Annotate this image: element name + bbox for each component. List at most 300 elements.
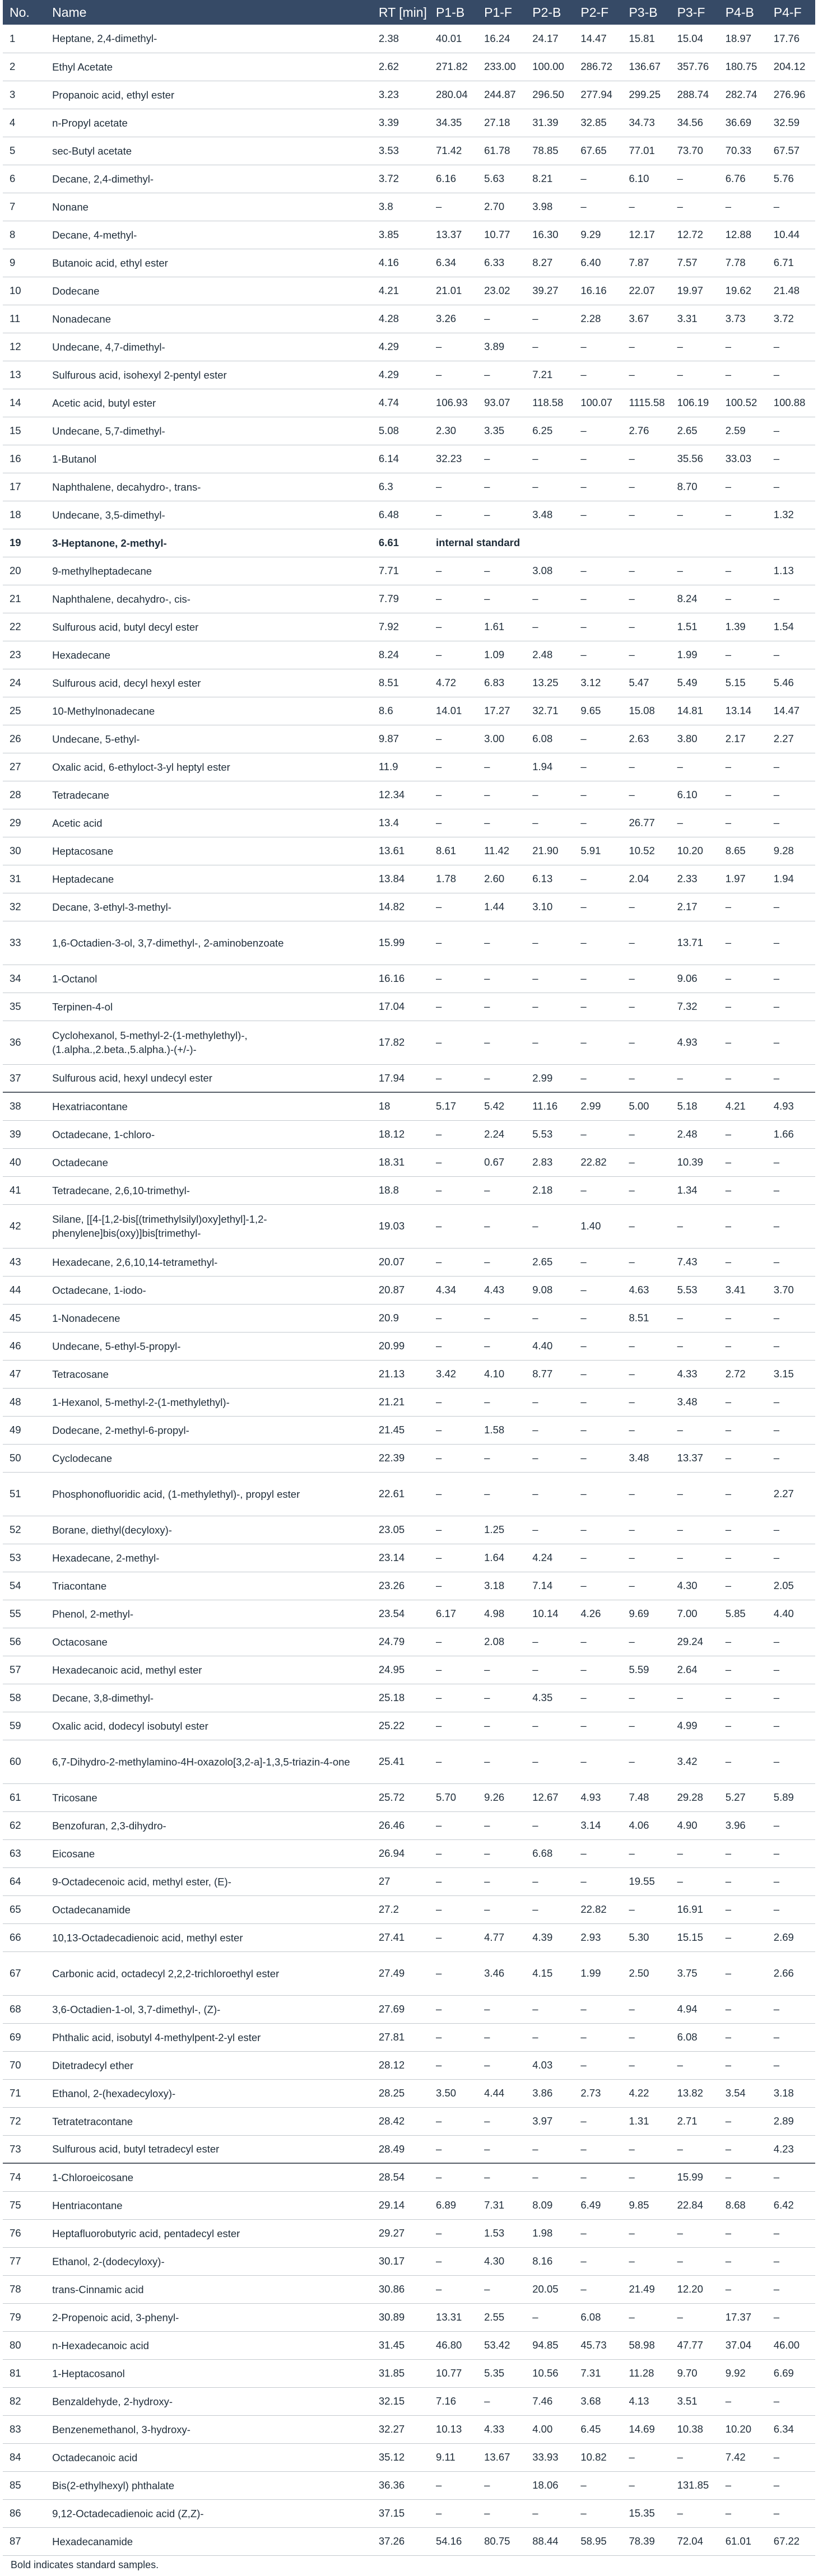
sample-value: 4.30 — [671, 1572, 719, 1600]
table-row — [3, 1923, 815, 1951]
table-row — [3, 109, 815, 137]
sample-value: – — [574, 1332, 622, 1360]
table-row — [3, 2191, 815, 2219]
retention-time: 24.95 — [372, 1656, 429, 1684]
sample-value: – — [574, 1712, 622, 1740]
sample-value: – — [719, 2387, 767, 2415]
sample-value: 5.49 — [671, 669, 719, 697]
row-number: 23 — [3, 641, 45, 669]
sample-value: 4.21 — [719, 1092, 767, 1120]
table-row — [3, 389, 815, 417]
sample-value: – — [429, 1472, 477, 1516]
sample-value: – — [719, 1572, 767, 1600]
sample-value: – — [719, 2135, 767, 2163]
table-row — [3, 529, 815, 557]
sample-value: – — [477, 1995, 526, 2023]
sample-value: – — [477, 1472, 526, 1516]
sample-value: 1.44 — [477, 893, 526, 921]
sample-value: 2.69 — [767, 1923, 815, 1951]
sample-value: – — [574, 1388, 622, 1416]
sample-value: – — [622, 1248, 670, 1276]
sample-value: – — [574, 1276, 622, 1304]
compound-name: Benzofuran, 2,3-dihydro- — [45, 1811, 372, 1839]
sample-value: 18.06 — [526, 2471, 574, 2499]
sample-value: – — [477, 2471, 526, 2499]
sample-value: 34.35 — [429, 109, 477, 137]
column-header: P3-F — [671, 0, 719, 25]
row-number: 59 — [3, 1712, 45, 1740]
retention-time: 3.72 — [372, 165, 429, 193]
sample-value: – — [429, 2163, 477, 2191]
sample-value: 2.63 — [622, 725, 670, 753]
sample-value: – — [671, 361, 719, 389]
sample-value: – — [429, 1572, 477, 1600]
sample-value: 6.49 — [574, 2191, 622, 2219]
row-number: 21 — [3, 585, 45, 613]
sample-value: – — [622, 1148, 670, 1176]
sample-value: – — [574, 809, 622, 837]
sample-value: 6.45 — [574, 2415, 622, 2443]
sample-value: 2.64 — [671, 1656, 719, 1684]
sample-value: 12.88 — [719, 221, 767, 249]
retention-time: 28.25 — [372, 2079, 429, 2107]
sample-value: – — [719, 641, 767, 669]
sample-value: – — [477, 965, 526, 993]
sample-value: – — [719, 1544, 767, 1572]
sample-value: 2.73 — [574, 2079, 622, 2107]
sample-value: 9.92 — [719, 2359, 767, 2387]
sample-value: – — [477, 1839, 526, 1867]
retention-time: 24.79 — [372, 1628, 429, 1656]
sample-value: 58.95 — [574, 2527, 622, 2555]
sample-value: – — [767, 2387, 815, 2415]
sample-value: – — [574, 417, 622, 445]
sample-value: – — [429, 809, 477, 837]
column-header: P1-B — [429, 0, 477, 25]
sample-value: 2.59 — [719, 417, 767, 445]
retention-time: 17.04 — [372, 993, 429, 1021]
retention-time: 21.13 — [372, 1360, 429, 1388]
sample-value: 8.16 — [526, 2247, 574, 2275]
retention-time: 13.84 — [372, 865, 429, 893]
table-row — [3, 305, 815, 333]
sample-value: 1.94 — [526, 753, 574, 781]
sample-value: 6.76 — [719, 165, 767, 193]
row-number: 50 — [3, 1444, 45, 1472]
sample-value: – — [719, 1628, 767, 1656]
sample-value: – — [622, 1416, 670, 1444]
sample-value: 9.06 — [671, 965, 719, 993]
sample-value: 2.65 — [671, 417, 719, 445]
sample-value: 3.42 — [429, 1360, 477, 1388]
table-row — [3, 1572, 815, 1600]
sample-value: – — [767, 1304, 815, 1332]
sample-value: 1.58 — [477, 1416, 526, 1444]
table-row — [3, 2471, 815, 2499]
sample-value: 15.99 — [671, 2163, 719, 2191]
compound-name: Butanoic acid, ethyl ester — [45, 249, 372, 277]
row-number: 46 — [3, 1332, 45, 1360]
sample-value: – — [767, 193, 815, 221]
sample-value: – — [574, 1995, 622, 2023]
sample-value: 7.16 — [429, 2387, 477, 2415]
compound-name: Tetratetracontane — [45, 2107, 372, 2135]
sample-value: – — [622, 1839, 670, 1867]
compound-name: trans-Cinnamic acid — [45, 2275, 372, 2303]
sample-value: 6.08 — [671, 2023, 719, 2051]
sample-value: – — [429, 1064, 477, 1092]
sample-value: 13.67 — [477, 2443, 526, 2471]
sample-value: 5.89 — [767, 1783, 815, 1811]
sample-value: – — [526, 1444, 574, 1472]
sample-value: 5.46 — [767, 669, 815, 697]
retention-time: 13.4 — [372, 809, 429, 837]
sample-value: 204.12 — [767, 53, 815, 81]
sample-value: 3.18 — [477, 1572, 526, 1600]
sample-value: – — [622, 641, 670, 669]
sample-value: – — [622, 1021, 670, 1064]
sample-value: 4.63 — [622, 1276, 670, 1304]
sample-value: – — [719, 1656, 767, 1684]
sample-value: – — [526, 781, 574, 809]
table-row — [3, 417, 815, 445]
table-row — [3, 137, 815, 165]
compound-name: Phosphonofluoridic acid, (1-methylethyl)-, propyl ester — [45, 1472, 372, 1516]
table-row — [3, 1388, 815, 1416]
sample-value: 22.07 — [622, 277, 670, 305]
sample-value: – — [477, 809, 526, 837]
compound-name: Cyclohexanol, 5-methyl-2-(1-methylethyl)-, (1.alpha.,2.beta.,5.alpha.)-(+/-)- — [45, 1021, 372, 1064]
sample-value: 11.42 — [477, 837, 526, 865]
sample-value: 2.72 — [719, 1360, 767, 1388]
compound-name: Borane, diethyl(decyloxy)- — [45, 1516, 372, 1544]
sample-value: 3.68 — [574, 2387, 622, 2415]
sample-value: 35.56 — [671, 445, 719, 473]
row-number: 69 — [3, 2023, 45, 2051]
sample-value: 106.19 — [671, 389, 719, 417]
sample-value: – — [767, 2219, 815, 2247]
sample-value: 3.70 — [767, 1276, 815, 1304]
retention-time: 9.87 — [372, 725, 429, 753]
sample-value: 22.82 — [574, 1895, 622, 1923]
retention-time: 7.79 — [372, 585, 429, 613]
sample-value: – — [477, 1332, 526, 1360]
sample-value: 3.86 — [526, 2079, 574, 2107]
sample-value: – — [574, 2051, 622, 2079]
row-number: 81 — [3, 2359, 45, 2387]
sample-value: 13.37 — [671, 1444, 719, 1472]
sample-value: – — [574, 445, 622, 473]
compound-name: Heptane, 2,4-dimethyl- — [45, 25, 372, 53]
retention-time: 4.74 — [372, 389, 429, 417]
sample-value: 6.68 — [526, 1839, 574, 1867]
sample-value: 3.12 — [574, 669, 622, 697]
sample-value: 9.28 — [767, 837, 815, 865]
sample-value: – — [429, 2275, 477, 2303]
sample-value: – — [719, 2471, 767, 2499]
table-row — [3, 1120, 815, 1148]
sample-value: 4.77 — [477, 1923, 526, 1951]
sample-value: – — [719, 1064, 767, 1092]
sample-value: – — [526, 1995, 574, 2023]
sample-value: 276.96 — [767, 81, 815, 109]
sample-value: – — [719, 1472, 767, 1516]
sample-value: – — [719, 1204, 767, 1248]
sample-value: – — [526, 2499, 574, 2527]
retention-time: 3.53 — [372, 137, 429, 165]
sample-value: – — [429, 1204, 477, 1248]
sample-value: 7.46 — [526, 2387, 574, 2415]
sample-value: – — [477, 2275, 526, 2303]
sample-value: – — [574, 1628, 622, 1656]
sample-value: – — [719, 1712, 767, 1740]
sample-value: – — [767, 1740, 815, 1783]
sample-value: 7.48 — [622, 1783, 670, 1811]
sample-value: – — [477, 1248, 526, 1276]
sample-value: 3.48 — [671, 1388, 719, 1416]
table-row — [3, 1811, 815, 1839]
sample-value: – — [622, 613, 670, 641]
compound-name: Silane, [[4-[1,2-bis[(trimethylsilyl)oxy]ethyl]-1,2-phenylene]bis(oxy)]bis[trimethyl- — [45, 1204, 372, 1248]
sample-value: 7.87 — [622, 249, 670, 277]
sample-value: – — [526, 2303, 574, 2331]
retention-time: 23.54 — [372, 1600, 429, 1628]
sample-value: 5.35 — [477, 2359, 526, 2387]
sample-value: 34.56 — [671, 109, 719, 137]
table-row — [3, 1248, 815, 1276]
row-number: 83 — [3, 2415, 45, 2443]
sample-value: – — [429, 2051, 477, 2079]
row-number: 43 — [3, 1248, 45, 1276]
sample-value: – — [574, 893, 622, 921]
sample-value: – — [622, 1064, 670, 1092]
retention-time: 31.85 — [372, 2359, 429, 2387]
sample-value: 71.42 — [429, 137, 477, 165]
retention-time: 28.54 — [372, 2163, 429, 2191]
sample-value: – — [622, 333, 670, 361]
compound-name: Sulfurous acid, hexyl undecyl ester — [45, 1064, 372, 1092]
retention-time: 17.82 — [372, 1021, 429, 1064]
sample-value: – — [429, 1656, 477, 1684]
retention-time: 32.15 — [372, 2387, 429, 2415]
sample-value: – — [477, 921, 526, 965]
sample-value: 6.71 — [767, 249, 815, 277]
sample-value: – — [671, 1304, 719, 1332]
retention-time: 23.26 — [372, 1572, 429, 1600]
compound-name: Hexadecane, 2-methyl- — [45, 1544, 372, 1572]
sample-value: 4.44 — [477, 2079, 526, 2107]
sample-value: – — [622, 1684, 670, 1712]
retention-time: 4.16 — [372, 249, 429, 277]
sample-value: – — [429, 1248, 477, 1276]
row-number: 60 — [3, 1740, 45, 1783]
sample-value: 5.27 — [719, 1783, 767, 1811]
sample-value: 8.68 — [719, 2191, 767, 2219]
sample-value: 4.90 — [671, 1811, 719, 1839]
sample-value: 19.97 — [671, 277, 719, 305]
compound-name: 10,13-Octadecadienoic acid, methyl ester — [45, 1923, 372, 1951]
retention-time: 20.87 — [372, 1276, 429, 1304]
sample-value: 15.81 — [622, 25, 670, 53]
sample-value: – — [622, 2303, 670, 2331]
sample-value: – — [526, 2023, 574, 2051]
compound-name: Sulfurous acid, butyl decyl ester — [45, 613, 372, 641]
row-number: 48 — [3, 1388, 45, 1416]
sample-value: – — [767, 2023, 815, 2051]
sample-value: – — [767, 1811, 815, 1839]
sample-value: 2.89 — [767, 2107, 815, 2135]
sample-value: 13.71 — [671, 921, 719, 965]
row-number: 71 — [3, 2079, 45, 2107]
sample-value: – — [719, 809, 767, 837]
sample-value: – — [574, 1544, 622, 1572]
sample-value: – — [574, 361, 622, 389]
sample-value: 32.59 — [767, 109, 815, 137]
row-number: 24 — [3, 669, 45, 697]
sample-value: – — [526, 1811, 574, 1839]
sample-value: – — [767, 2275, 815, 2303]
sample-value: – — [574, 1064, 622, 1092]
sample-value: – — [574, 501, 622, 529]
table-row — [3, 781, 815, 809]
compound-name: Octadecanamide — [45, 1895, 372, 1923]
sample-value: 4.33 — [671, 1360, 719, 1388]
sample-value: 61.01 — [719, 2527, 767, 2555]
sample-value: – — [526, 1516, 574, 1544]
sample-value: 46.00 — [767, 2331, 815, 2359]
sample-value: 14.69 — [622, 2415, 670, 2443]
compound-name: Phthalic acid, isobutyl 4-methylpent-2-yl ester — [45, 2023, 372, 2051]
sample-value: 53.42 — [477, 2331, 526, 2359]
row-number: 76 — [3, 2219, 45, 2247]
sample-value: 1.98 — [526, 2219, 574, 2247]
retention-time: 35.12 — [372, 2443, 429, 2471]
sample-value: 21.48 — [767, 277, 815, 305]
retention-time: 13.61 — [372, 837, 429, 865]
sample-value: – — [574, 473, 622, 501]
sample-value: 5.47 — [622, 669, 670, 697]
sample-value: – — [526, 333, 574, 361]
sample-value: 277.94 — [574, 81, 622, 109]
sample-value: – — [671, 165, 719, 193]
sample-value: – — [574, 1416, 622, 1444]
row-number: 51 — [3, 1472, 45, 1516]
sample-value: 88.44 — [526, 2527, 574, 2555]
sample-value: 6.33 — [477, 249, 526, 277]
compound-name: Hexadecane, 2,6,10,14-tetramethyl- — [45, 1248, 372, 1276]
sample-value: – — [477, 1021, 526, 1064]
header-row — [3, 0, 815, 25]
sample-value: – — [719, 993, 767, 1021]
table-row — [3, 221, 815, 249]
retention-time: 8.24 — [372, 641, 429, 669]
sample-value: – — [622, 361, 670, 389]
retention-time: 6.3 — [372, 473, 429, 501]
sample-value: 67.65 — [574, 137, 622, 165]
row-number: 79 — [3, 2303, 45, 2331]
sample-value: 1.25 — [477, 1516, 526, 1544]
sample-value: 100.52 — [719, 389, 767, 417]
sample-value: 288.74 — [671, 81, 719, 109]
sample-value: 9.70 — [671, 2359, 719, 2387]
row-number: 73 — [3, 2135, 45, 2163]
compound-name: Nonadecane — [45, 305, 372, 333]
row-number: 44 — [3, 1276, 45, 1304]
sample-value: 2.83 — [526, 1148, 574, 1176]
sample-value: – — [767, 585, 815, 613]
sample-value: 3.80 — [671, 725, 719, 753]
row-number: 26 — [3, 725, 45, 753]
retention-time: 30.86 — [372, 2275, 429, 2303]
retention-time: 8.6 — [372, 697, 429, 725]
retention-time: 8.51 — [372, 669, 429, 697]
table-row — [3, 1740, 815, 1783]
retention-time: 22.61 — [372, 1472, 429, 1516]
sample-value: 2.30 — [429, 417, 477, 445]
sample-value: – — [671, 1472, 719, 1516]
sample-value: – — [477, 2499, 526, 2527]
sample-value: 2.93 — [574, 1923, 622, 1951]
table-row — [3, 1544, 815, 1572]
table-row — [3, 1656, 815, 1684]
compound-name: Octadecane, 1-chloro- — [45, 1120, 372, 1148]
sample-value: 12.72 — [671, 221, 719, 249]
sample-value: – — [429, 193, 477, 221]
sample-value: 2.60 — [477, 865, 526, 893]
sample-value: – — [622, 501, 670, 529]
sample-value: 106.93 — [429, 389, 477, 417]
sample-value: 1.66 — [767, 1120, 815, 1148]
sample-value: – — [719, 1951, 767, 1995]
table-row — [3, 1416, 815, 1444]
sample-value: – — [622, 2135, 670, 2163]
row-number: 61 — [3, 1783, 45, 1811]
sample-value: 4.72 — [429, 669, 477, 697]
compound-name: Benzenemethanol, 3-hydroxy- — [45, 2415, 372, 2443]
row-number: 34 — [3, 965, 45, 993]
sample-value: 10.13 — [429, 2415, 477, 2443]
sample-value: 3.41 — [719, 1276, 767, 1304]
sample-value: 1115.58 — [622, 389, 670, 417]
compound-name: Decane, 3,8-dimethyl- — [45, 1684, 372, 1712]
sample-value: – — [671, 2247, 719, 2275]
compound-name: Heptafluorobutyric acid, pentadecyl ester — [45, 2219, 372, 2247]
sample-value: – — [429, 585, 477, 613]
row-number: 12 — [3, 333, 45, 361]
sample-value: 10.77 — [429, 2359, 477, 2387]
sample-value: – — [477, 753, 526, 781]
sample-value: 6.83 — [477, 669, 526, 697]
retention-time: 3.85 — [372, 221, 429, 249]
sample-value: 2.50 — [622, 1951, 670, 1995]
compound-name: Undecane, 5-ethyl- — [45, 725, 372, 753]
sample-value: – — [526, 585, 574, 613]
sample-value: 67.57 — [767, 137, 815, 165]
sample-value: 93.07 — [477, 389, 526, 417]
sample-value: – — [767, 1516, 815, 1544]
sample-value: 7.31 — [477, 2191, 526, 2219]
retention-time: 16.16 — [372, 965, 429, 993]
sample-value: – — [574, 865, 622, 893]
sample-value: – — [429, 1923, 477, 1951]
row-number: 74 — [3, 2163, 45, 2191]
sample-value: – — [671, 193, 719, 221]
sample-value: 4.34 — [429, 1276, 477, 1304]
retention-time: 31.45 — [372, 2331, 429, 2359]
sample-value: – — [526, 1304, 574, 1332]
table-row — [3, 501, 815, 529]
row-number: 7 — [3, 193, 45, 221]
